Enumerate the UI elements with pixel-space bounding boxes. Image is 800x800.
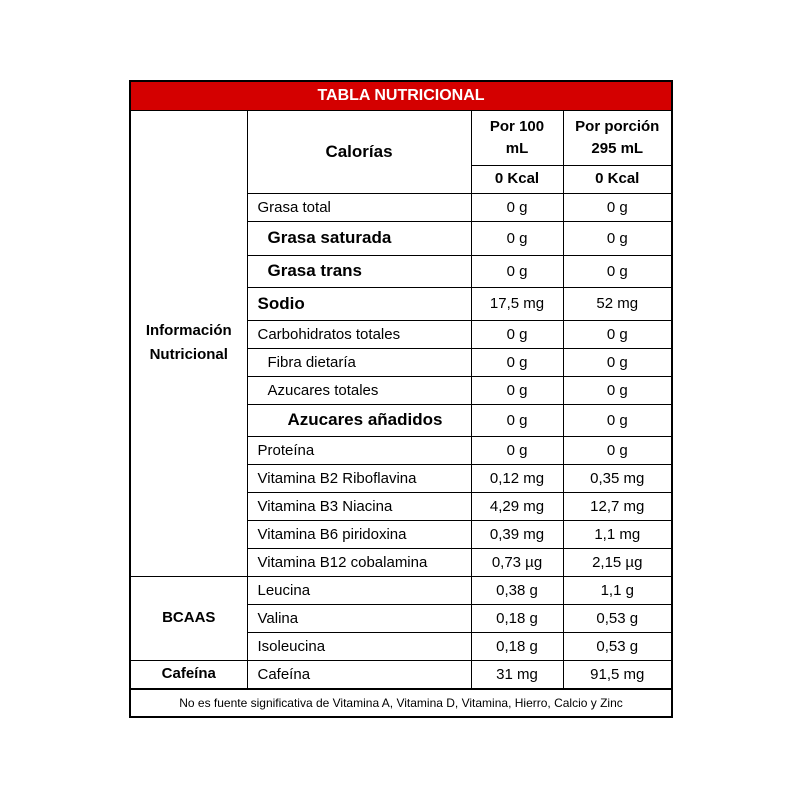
nutrient-name: Grasa trans	[247, 255, 471, 287]
value-portion: 0 g	[563, 436, 671, 464]
col-header-100ml: Por 100 mL	[471, 111, 563, 165]
value-portion: 0 g	[563, 376, 671, 404]
nutrient-name: Azucares totales	[247, 376, 471, 404]
nutrient-name: Azucares añadidos	[247, 404, 471, 436]
value-portion: 2,15 µg	[563, 548, 671, 576]
calories-100ml: 0 Kcal	[471, 165, 563, 193]
value-portion: 0 g	[563, 404, 671, 436]
value-portion: 0,53 g	[563, 604, 671, 632]
value-100ml: 0 g	[471, 376, 563, 404]
value-100ml: 0 g	[471, 436, 563, 464]
value-portion: 0 g	[563, 221, 671, 255]
value-100ml: 0 g	[471, 193, 563, 221]
value-100ml: 0 g	[471, 320, 563, 348]
value-100ml: 17,5 mg	[471, 287, 563, 320]
value-portion: 0 g	[563, 348, 671, 376]
value-portion: 1,1 g	[563, 576, 671, 604]
value-portion: 0 g	[563, 255, 671, 287]
nutrient-name: Vitamina B6 piridoxina	[247, 520, 471, 548]
nutrient-name: Sodio	[247, 287, 471, 320]
value-100ml: 0 g	[471, 221, 563, 255]
value-100ml: 0 g	[471, 404, 563, 436]
col-header-portion: Por porción 295 mL	[563, 111, 671, 165]
value-100ml: 4,29 mg	[471, 492, 563, 520]
value-portion: 91,5 mg	[563, 660, 671, 688]
table-title: TABLA NUTRICIONAL	[131, 82, 671, 111]
value-portion: 1,1 mg	[563, 520, 671, 548]
nutrient-name: Cafeína	[247, 660, 471, 688]
value-portion: 0 g	[563, 320, 671, 348]
nutrition-table	[129, 80, 673, 718]
value-100ml: 0,39 mg	[471, 520, 563, 548]
nutrient-name: Leucina	[247, 576, 471, 604]
nutrient-name: Grasa total	[247, 193, 471, 221]
value-portion: 0,35 mg	[563, 464, 671, 492]
nutrient-name: Grasa saturada	[247, 221, 471, 255]
calories-label: Calorías	[247, 111, 471, 193]
group-nutritional: Información Nutricional	[131, 111, 247, 576]
value-portion: 12,7 mg	[563, 492, 671, 520]
value-100ml: 0 g	[471, 255, 563, 287]
value-portion: 0 g	[563, 193, 671, 221]
nutrient-name: Isoleucina	[247, 632, 471, 660]
value-100ml: 31 mg	[471, 660, 563, 688]
nutrient-name: Carbohidratos totales	[247, 320, 471, 348]
nutrient-name: Proteína	[247, 436, 471, 464]
group-bcaas: BCAAS	[131, 576, 247, 660]
calories-portion: 0 Kcal	[563, 165, 671, 193]
table-footnote: No es fuente significativa de Vitamina A, Vitamina D, Vitamina, Hierro, Calcio y Zinc	[131, 689, 671, 716]
nutrient-name: Valina	[247, 604, 471, 632]
nutrition-grid	[131, 111, 671, 689]
table-row	[131, 576, 671, 604]
group-caffeine: Cafeína	[131, 660, 247, 688]
nutrient-name: Fibra dietaría	[247, 348, 471, 376]
value-portion: 52 mg	[563, 287, 671, 320]
value-100ml: 0,18 g	[471, 604, 563, 632]
value-100ml: 0,73 µg	[471, 548, 563, 576]
value-portion: 0,53 g	[563, 632, 671, 660]
value-100ml: 0,12 mg	[471, 464, 563, 492]
nutrient-name: Vitamina B2 Riboflavina	[247, 464, 471, 492]
value-100ml: 0,38 g	[471, 576, 563, 604]
value-100ml: 0 g	[471, 348, 563, 376]
nutrient-name: Vitamina B3 Niacina	[247, 492, 471, 520]
value-100ml: 0,18 g	[471, 632, 563, 660]
table-row	[131, 660, 671, 688]
nutrient-name: Vitamina B12 cobalamina	[247, 548, 471, 576]
